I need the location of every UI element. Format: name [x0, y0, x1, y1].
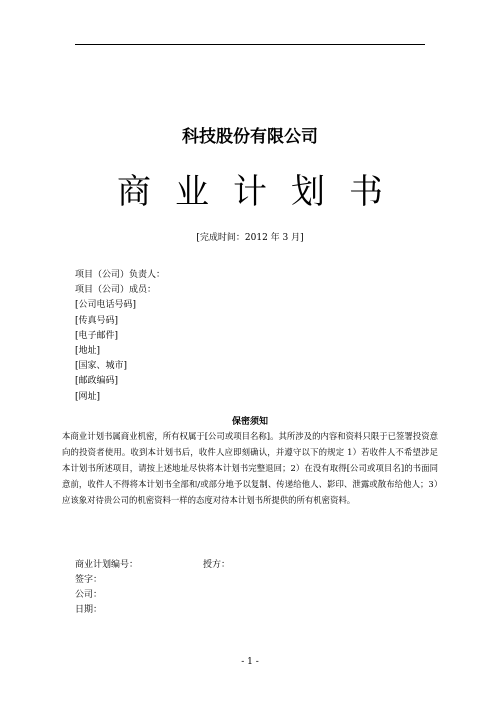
contact-field-members: 项目（公司）成员：	[75, 285, 157, 296]
sign-label: 签字：	[75, 575, 103, 585]
document-title: 商业计划书	[117, 172, 407, 212]
date-label: 日期：	[75, 605, 103, 615]
header-rule	[75, 44, 425, 45]
contact-field-country-city: [国家、城市]	[75, 361, 128, 372]
confidentiality-body: 本商业计划书属商业机密，所有权属于[公司或项目名称]。其所涉及的内容和资料只限于已签署投资意向的投资者使用。收到本计划书后，收件人应即刻确认，并遵守以下的规定 1）若收件人不希望涉足本计划书所述项目，请按上述地址尽快将本计划书完整退回；2）在没有取得[公司或项目名]的书面同意前，收件人不得将本计划书全部和/或部分地予以复制、传递给他人、影印、泄露或散布给他人；3）应该象对待贵公司的机密资料一样的态度对待本计划书所提供的所有机密资料。	[62, 431, 438, 505]
confidentiality-heading: 保密须知	[231, 417, 268, 427]
company-label: 公司：	[75, 590, 103, 600]
contact-field-website: [网址]	[75, 391, 101, 402]
contact-field-phone: [公司电话号码]	[75, 300, 137, 311]
contact-field-leader: 项目（公司）负责人：	[75, 270, 166, 280]
grant-label: 授方：	[203, 560, 231, 570]
signature-block	[75, 558, 231, 618]
completion-date: [完成时间：2012 年 3 月]	[196, 233, 304, 243]
company-name: 科技股份有限公司	[182, 127, 318, 147]
contact-field-list	[75, 268, 165, 405]
contact-field-fax: [传真号码]	[75, 315, 119, 326]
plan-number-label: 商业计划编号：	[75, 560, 139, 570]
page-number: - 1 -	[241, 657, 259, 667]
contact-field-email: [电子邮件]	[75, 330, 119, 341]
contact-field-address: [地址]	[75, 345, 101, 356]
plan-number-row	[75, 558, 231, 573]
contact-field-postcode: [邮政编码]	[75, 376, 119, 387]
